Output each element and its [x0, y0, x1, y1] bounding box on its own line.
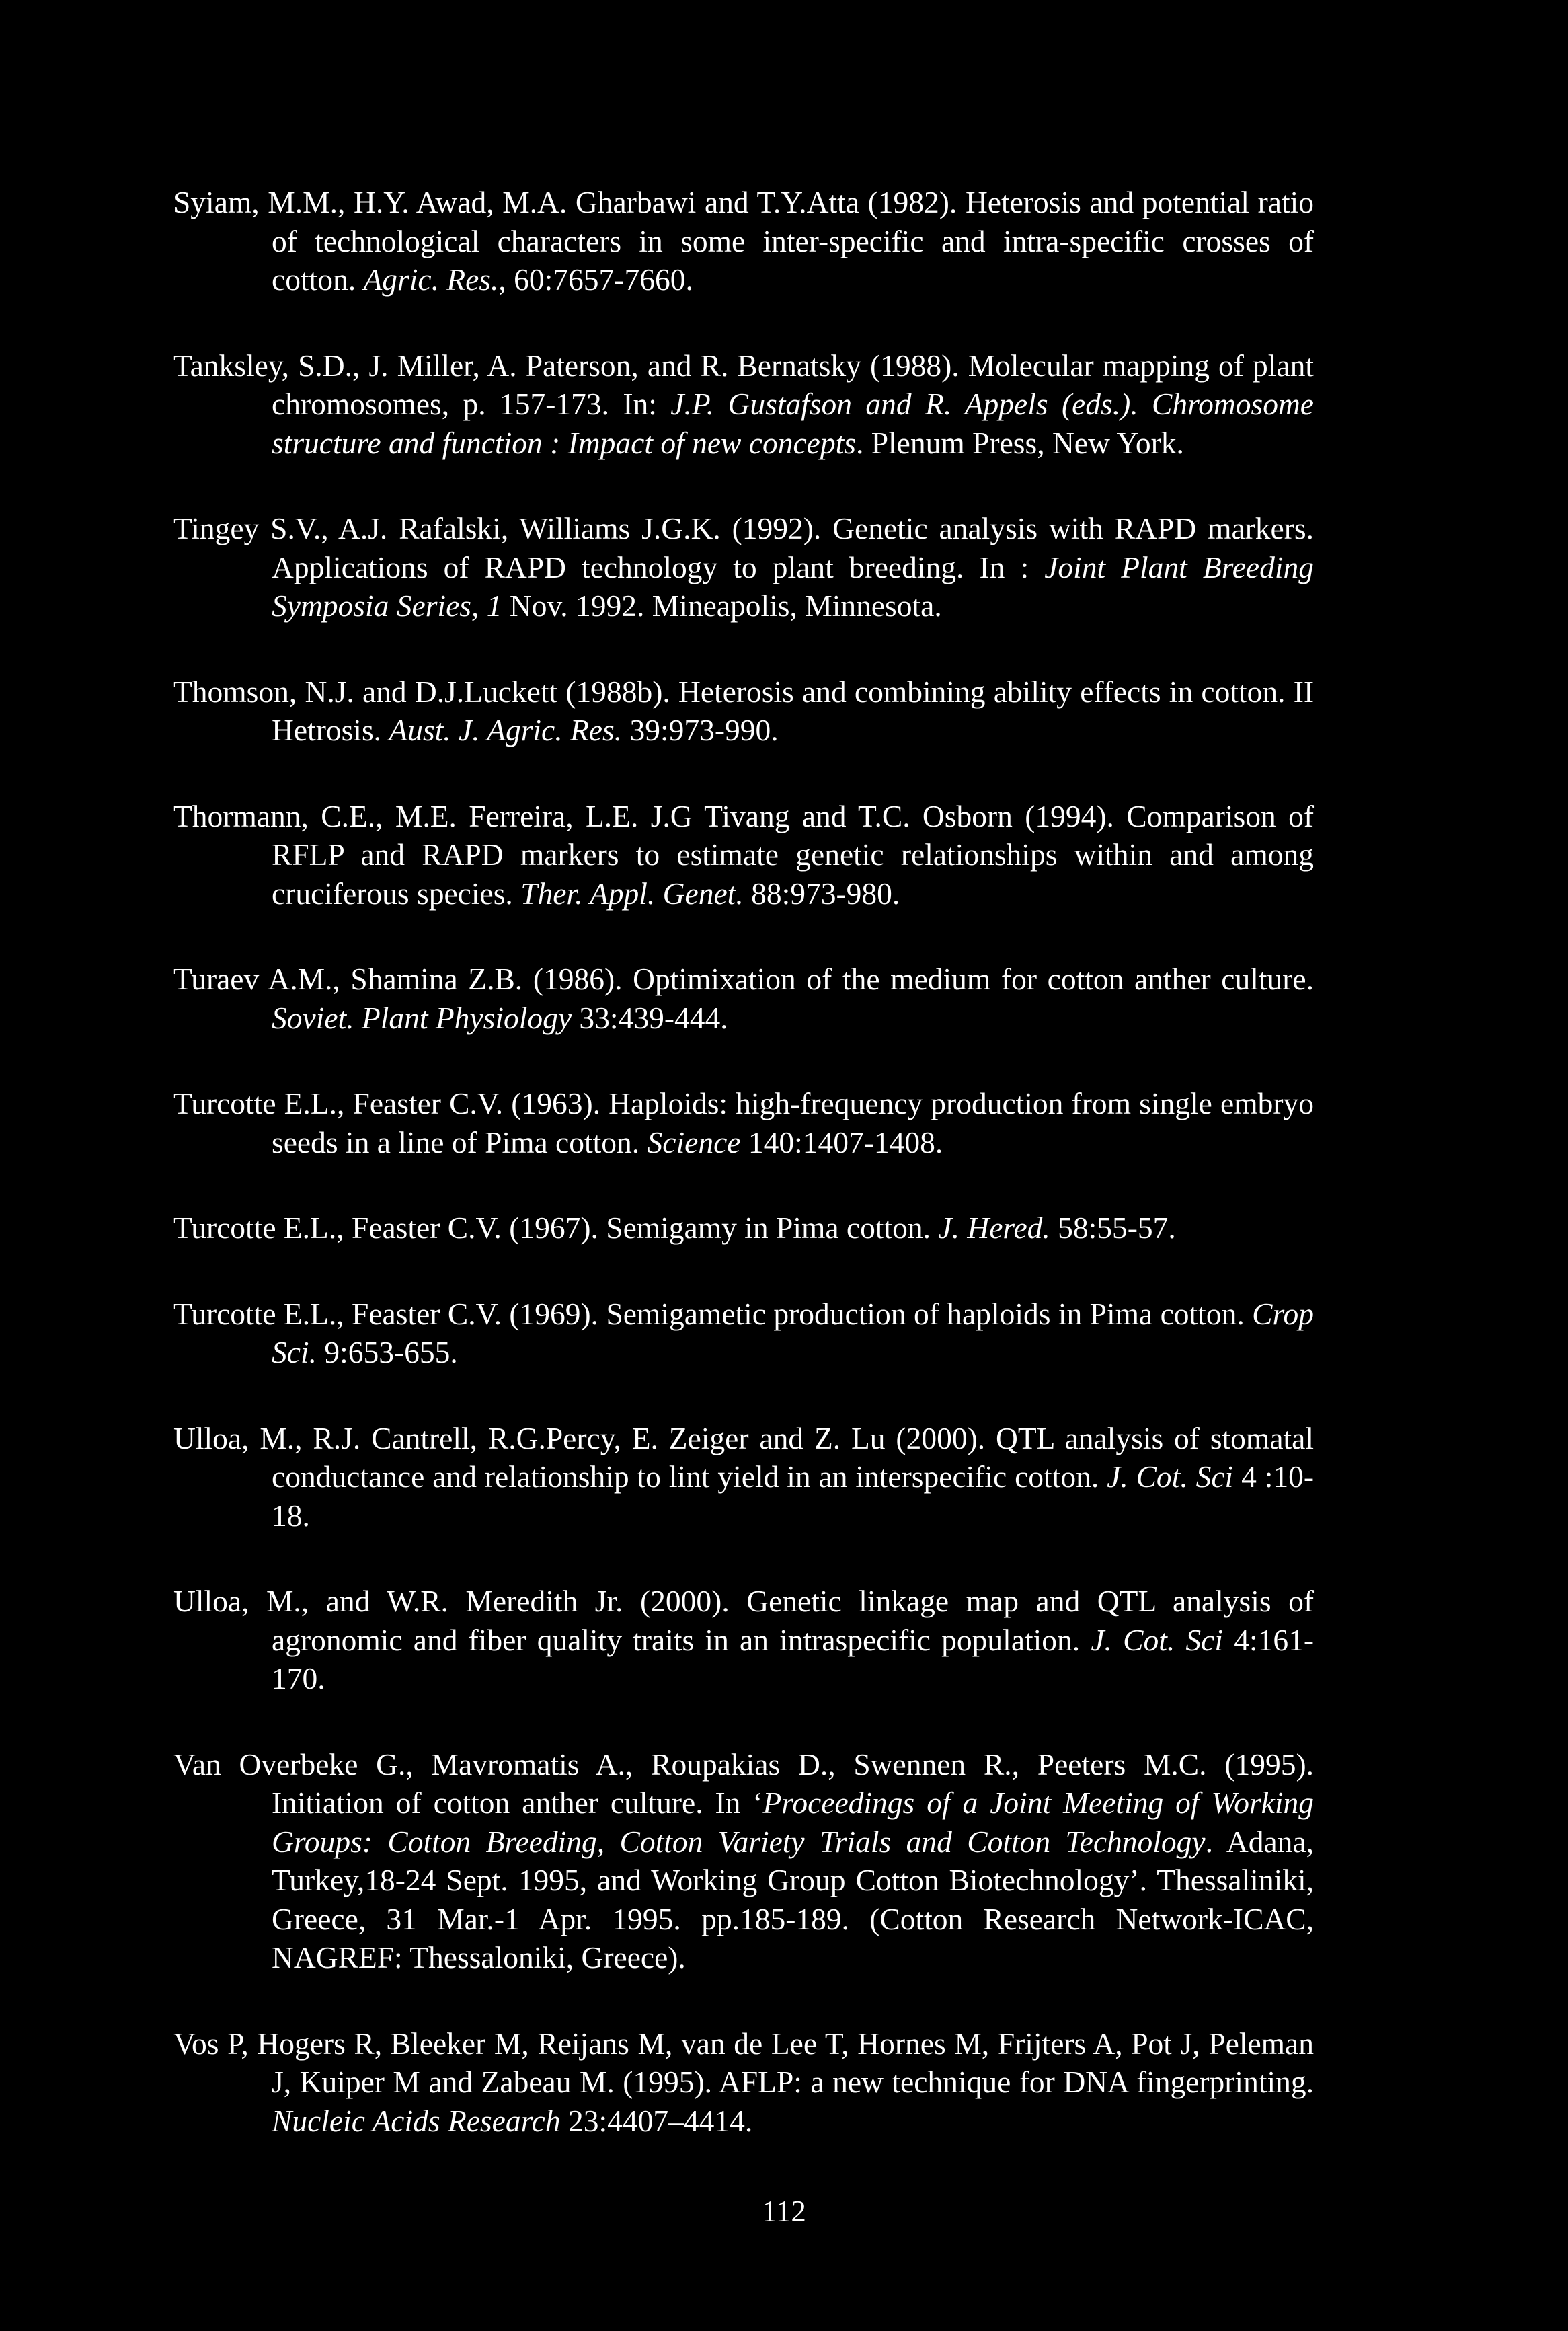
reference-citation: 58:55-57. [1050, 1211, 1176, 1245]
reference-citation: 4 :10-18. [272, 1459, 1315, 1533]
reference-citation: 39:973-990. [622, 713, 779, 747]
reference-text: Turaev A.M., Shamina Z.B. (1986). Optimixation of the medium for cotton anther culture. [173, 962, 1314, 996]
reference-citation: , 60:7657-7660. [498, 262, 693, 297]
reference-citation: 140:1407-1408. [740, 1124, 943, 1159]
reference-entry [173, 673, 1314, 750]
reference-journal: J. Cot. Sci [1091, 1622, 1224, 1657]
reference-text: Turcotte E.L., Feaster C.V. (1967). Semigamy in Pima cotton. [173, 1211, 939, 1245]
reference-text: Syiam, M.M., H.Y. Awad, M.A. Gharbawi and T.Y.Atta (1982). Heterosis and potential ratio of technological characters in some inter-specific and intra-specific crosses of cotton. [173, 185, 1314, 297]
reference-journal: Science [647, 1124, 741, 1159]
reference-text: Ulloa, M., and W.R. Meredith Jr. (2000). Genetic linkage map and QTL analysis of agronomic and fiber quality traits in an intraspecific population. [173, 1584, 1314, 1657]
reference-list [173, 183, 1314, 2187]
reference-text: Thormann, C.E., M.E. Ferreira, L.E. J.G Tivang and T.C. Osborn (1994). Comparison of RFLP and RAPD markers to estimate genetic relationships within and among cruciferous species. [173, 798, 1314, 911]
reference-entry [173, 2024, 1314, 2141]
reference-journal: Ther. Appl. Genet. [520, 876, 744, 911]
reference-entry [173, 183, 1314, 299]
reference-entry [173, 1582, 1314, 1698]
reference-citation: 9:653-655. [316, 1335, 458, 1369]
reference-citation: 88:973-980. [743, 876, 900, 911]
reference-citation: Nov. 1992. Mineapolis, Minnesota. [502, 588, 942, 623]
reference-journal: Joint Plant Breeding Symposia Series, 1 [272, 549, 1314, 623]
reference-journal: Crop Sci. [272, 1296, 1314, 1369]
reference-entry [173, 1745, 1314, 1977]
reference-text: Tingey S.V., A.J. Rafalski, Williams J.G.K. (1992). Genetic analysis with RAPD markers. Applications of RAPD technology to plant breeding. In : [173, 511, 1314, 584]
reference-text: Ulloa, M., R.J. Cantrell, R.G.Percy, E. Zeiger and Z. Lu (2000). QTL analysis of stomatal conductance and relationship to lint yield in an interspecific cotton. [173, 1420, 1314, 1494]
reference-citation: 33:439-444. [572, 1000, 728, 1035]
reference-citation: . Adana, Turkey,18-24 Sept. 1995, and Working Group Cotton Biotechnology’. Thessaliniki, Greece, 31 Mar.-1 Apr. 1995. pp.185-189. (Cotton Research Network-ICAC, NAGREF: Thessaloniki, Greece). [272, 1824, 1314, 1975]
reference-entry [173, 1295, 1314, 1372]
reference-journal: J. Cot. Sci [1107, 1459, 1234, 1494]
reference-citation: . Plenum Press, New York. [855, 425, 1184, 460]
reference-text: Thomson, N.J. and D.J.Luckett (1988b). Heterosis and combining ability effects in cotton. II Hetrosis. [173, 674, 1314, 747]
reference-entry [173, 797, 1314, 913]
reference-journal: J.P. Gustafson and R. Appels (eds.). Chromosome structure and function : Impact of new concepts [272, 387, 1314, 460]
reference-journal: Nucleic Acids Research [272, 2103, 561, 2138]
reference-journal: Aust. J. Agric. Res. [389, 713, 623, 747]
reference-entry [173, 1419, 1314, 1535]
reference-citation: 23:4407–4414. [560, 2103, 753, 2138]
reference-journal: Agric. Res. [363, 262, 499, 297]
reference-text: Vos P, Hogers R, Bleeker M, Reijans M, van de Lee T, Hornes M, Frijters A, Pot J, Peleman J, Kuiper M and Zabeau M. (1995). AFLP: a new technique for DNA fingerprinting. [173, 2026, 1314, 2099]
reference-text: Tanksley, S.D., J. Miller, A. Paterson, and R. Bernatsky (1988). Molecular mapping of plant chromosomes, p. 157-173. In: [173, 348, 1314, 421]
reference-journal: J. Hered. [938, 1211, 1050, 1245]
reference-entry [173, 509, 1314, 625]
reference-journal: Proceedings of a Joint Meeting of Working Groups: Cotton Breeding, Cotton Variety Trials and Cotton Technology [272, 1786, 1314, 1859]
reference-entry [173, 1084, 1314, 1161]
reference-text: Van Overbeke G., Mavromatis A., Roupakias D., Swennen R., Peeters M.C. (1995). Initiation of cotton anther culture. In ‘ [173, 1747, 1314, 1820]
reference-text: Turcotte E.L., Feaster C.V. (1963). Haploids: high-frequency production from single embryo seeds in a line of Pima cotton. [173, 1086, 1314, 1159]
page-number: 112 [762, 2194, 806, 2228]
reference-journal: Soviet. Plant Physiology [272, 1000, 572, 1035]
reference-text: Turcotte E.L., Feaster C.V. (1969). Semigametic production of haploids in Pima cotton. [173, 1296, 1253, 1331]
reference-entry [173, 1209, 1314, 1248]
reference-entry [173, 346, 1314, 463]
reference-entry [173, 960, 1314, 1037]
reference-citation: 4:161-170. [272, 1622, 1314, 1695]
